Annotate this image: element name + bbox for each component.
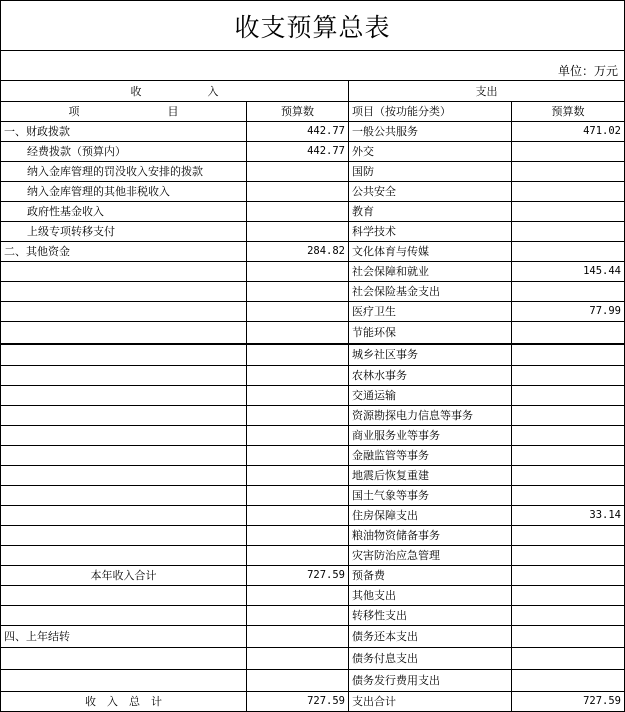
income-budget-cell: 727.59 xyxy=(247,692,349,712)
expense-budget-cell xyxy=(512,242,625,262)
income-budget-cell xyxy=(247,344,349,366)
income-budget-cell: 284.82 xyxy=(247,242,349,262)
expense-item-cell: 粮油物资储备事务 xyxy=(349,526,512,546)
income-budget-cell xyxy=(247,526,349,546)
income-item-cell xyxy=(1,302,247,322)
expense-budget-cell xyxy=(512,466,625,486)
expense-item-cell: 债务发行费用支出 xyxy=(349,670,512,692)
income-budget-cell xyxy=(247,606,349,626)
income-budget-cell xyxy=(247,446,349,466)
expense-item-cell: 地震后恢复重建 xyxy=(349,466,512,486)
income-item-cell xyxy=(1,426,247,446)
income-item-cell xyxy=(1,486,247,506)
expense-budget-cell xyxy=(512,606,625,626)
expense-budget-cell xyxy=(512,526,625,546)
income-budget-cell xyxy=(247,262,349,282)
income-budget-cell: 442.77 xyxy=(247,142,349,162)
income-budget-cell xyxy=(247,546,349,566)
expense-item-cell: 社会保险基金支出 xyxy=(349,282,512,302)
income-budget-cell xyxy=(247,162,349,182)
expense-budget-cell xyxy=(512,546,625,566)
expense-budget-cell xyxy=(512,366,625,386)
table-row xyxy=(1,546,625,566)
income-budget-cell xyxy=(247,486,349,506)
expense-item-cell: 公共安全 xyxy=(349,182,512,202)
expense-budget-cell: 727.59 xyxy=(512,692,625,712)
income-item-cell xyxy=(1,386,247,406)
income-budget-cell xyxy=(247,626,349,648)
title-bar xyxy=(0,0,625,51)
expense-budget-cell xyxy=(512,586,625,606)
income-item-cell xyxy=(1,446,247,466)
expense-item-cell: 住房保障支出 xyxy=(349,506,512,526)
income-budget-cell xyxy=(247,648,349,670)
income-item-cell xyxy=(1,606,247,626)
income-budget-cell xyxy=(247,302,349,322)
table-row xyxy=(1,302,625,322)
col-header-exp-budget: 预算数 xyxy=(512,102,625,122)
table-row xyxy=(1,566,625,586)
income-budget-cell xyxy=(247,322,349,344)
income-budget-cell xyxy=(247,670,349,692)
expense-item-cell: 节能环保 xyxy=(349,322,512,344)
budget-table xyxy=(0,80,625,712)
table-row xyxy=(1,162,625,182)
income-budget-cell xyxy=(247,366,349,386)
unit-bar xyxy=(0,50,625,81)
income-budget-cell xyxy=(247,406,349,426)
income-item-cell xyxy=(1,670,247,692)
table-row xyxy=(1,122,625,142)
expense-budget-cell xyxy=(512,406,625,426)
expense-budget-cell xyxy=(512,142,625,162)
table-row xyxy=(1,366,625,386)
expense-item-cell: 国土气象等事务 xyxy=(349,486,512,506)
income-item-cell xyxy=(1,526,247,546)
table-row xyxy=(1,606,625,626)
income-item-cell xyxy=(1,466,247,486)
income-item-cell xyxy=(1,406,247,426)
expense-item-cell: 债务还本支出 xyxy=(349,626,512,648)
table-row xyxy=(1,386,625,406)
income-item-cell: 收 入 总 计 xyxy=(1,692,247,712)
income-item-cell xyxy=(1,648,247,670)
expense-budget-cell xyxy=(512,322,625,344)
col-header-budget: 预算数 xyxy=(247,102,349,122)
expense-budget-cell xyxy=(512,162,625,182)
income-item-cell: 上级专项转移支付 xyxy=(1,222,247,242)
income-budget-cell: 442.77 xyxy=(247,122,349,142)
expense-item-cell: 外交 xyxy=(349,142,512,162)
expense-budget-cell xyxy=(512,426,625,446)
income-item-cell: 二、其他资金 xyxy=(1,242,247,262)
table-row xyxy=(1,446,625,466)
income-item-cell xyxy=(1,506,247,526)
expense-budget-cell: 471.02 xyxy=(512,122,625,142)
table-row xyxy=(1,466,625,486)
income-item-cell: 纳入金库管理的罚没收入安排的拨款 xyxy=(1,162,247,182)
expense-budget-cell xyxy=(512,182,625,202)
income-item-cell: 四、上年结转 xyxy=(1,626,247,648)
expense-item-cell: 预备费 xyxy=(349,566,512,586)
table-row xyxy=(1,322,625,344)
income-budget-cell: 727.59 xyxy=(247,566,349,586)
expense-budget-cell xyxy=(512,670,625,692)
table-row xyxy=(1,282,625,302)
table-row xyxy=(1,648,625,670)
income-budget-cell xyxy=(247,202,349,222)
income-item-cell xyxy=(1,586,247,606)
table-row xyxy=(1,406,625,426)
expense-item-cell: 农林水事务 xyxy=(349,366,512,386)
expense-item-cell: 交通运输 xyxy=(349,386,512,406)
expense-item-cell: 金融监管等事务 xyxy=(349,446,512,466)
table-row xyxy=(1,344,625,366)
expense-item-cell: 债务付息支出 xyxy=(349,648,512,670)
income-item-cell xyxy=(1,282,247,302)
expense-item-cell: 其他支出 xyxy=(349,586,512,606)
expense-item-cell: 城乡社区事务 xyxy=(349,344,512,366)
income-budget-cell xyxy=(247,386,349,406)
expense-item-cell: 教育 xyxy=(349,202,512,222)
table-row xyxy=(1,526,625,546)
page-title: 收支预算总表 xyxy=(234,13,391,42)
table-row xyxy=(1,486,625,506)
expense-item-cell: 商业服务业等事务 xyxy=(349,426,512,446)
expense-item-cell: 资源勘探电力信息等事务 xyxy=(349,406,512,426)
income-item-cell: 纳入金库管理的其他非税收入 xyxy=(1,182,247,202)
table-row xyxy=(1,142,625,162)
table-row xyxy=(1,242,625,262)
income-item-cell xyxy=(1,366,247,386)
expense-budget-cell xyxy=(512,648,625,670)
expense-item-cell: 科学技术 xyxy=(349,222,512,242)
expense-budget-cell xyxy=(512,344,625,366)
expense-budget-cell xyxy=(512,566,625,586)
column-header-row xyxy=(1,102,625,122)
income-item-cell: 经费拨款（预算内） xyxy=(1,142,247,162)
income-item-cell: 一、财政拨款 xyxy=(1,122,247,142)
expense-budget-cell xyxy=(512,446,625,466)
expense-budget-cell xyxy=(512,386,625,406)
income-budget-cell xyxy=(247,426,349,446)
income-budget-cell xyxy=(247,282,349,302)
table-row xyxy=(1,506,625,526)
expense-item-cell: 医疗卫生 xyxy=(349,302,512,322)
expense-item-cell: 转移性支出 xyxy=(349,606,512,626)
income-budget-cell xyxy=(247,182,349,202)
income-item-cell: 本年收入合计 xyxy=(1,566,247,586)
table-row xyxy=(1,262,625,282)
expense-item-cell: 社会保障和就业 xyxy=(349,262,512,282)
expense-item-cell: 一般公共服务 xyxy=(349,122,512,142)
expense-item-cell: 支出合计 xyxy=(349,692,512,712)
expense-budget-cell: 77.99 xyxy=(512,302,625,322)
expense-budget-cell xyxy=(512,282,625,302)
table-row xyxy=(1,222,625,242)
income-budget-cell xyxy=(247,506,349,526)
income-group-header: 收 入 xyxy=(1,81,349,102)
expense-budget-cell xyxy=(512,486,625,506)
income-item-cell xyxy=(1,344,247,366)
table-row xyxy=(1,202,625,222)
income-item-cell xyxy=(1,322,247,344)
table-row xyxy=(1,182,625,202)
table-row xyxy=(1,426,625,446)
income-budget-cell xyxy=(247,466,349,486)
table-row xyxy=(1,586,625,606)
table-row xyxy=(1,670,625,692)
expense-budget-cell: 145.44 xyxy=(512,262,625,282)
table-row xyxy=(1,626,625,648)
expense-group-header: 支出 xyxy=(349,81,625,102)
income-budget-cell xyxy=(247,222,349,242)
group-header-row xyxy=(1,81,625,102)
expense-item-cell: 灾害防治应急管理 xyxy=(349,546,512,566)
expense-budget-cell xyxy=(512,202,625,222)
income-item-cell xyxy=(1,546,247,566)
col-header-exp-item: 项目（按功能分类） xyxy=(349,102,512,122)
expense-item-cell: 国防 xyxy=(349,162,512,182)
col-header-item: 项 目 xyxy=(1,102,247,122)
expense-budget-cell xyxy=(512,222,625,242)
income-item-cell xyxy=(1,262,247,282)
expense-budget-cell: 33.14 xyxy=(512,506,625,526)
income-budget-cell xyxy=(247,586,349,606)
unit-label: 单位：万元 xyxy=(557,64,618,78)
expense-budget-cell xyxy=(512,626,625,648)
income-item-cell: 政府性基金收入 xyxy=(1,202,247,222)
expense-item-cell: 文化体育与传媒 xyxy=(349,242,512,262)
